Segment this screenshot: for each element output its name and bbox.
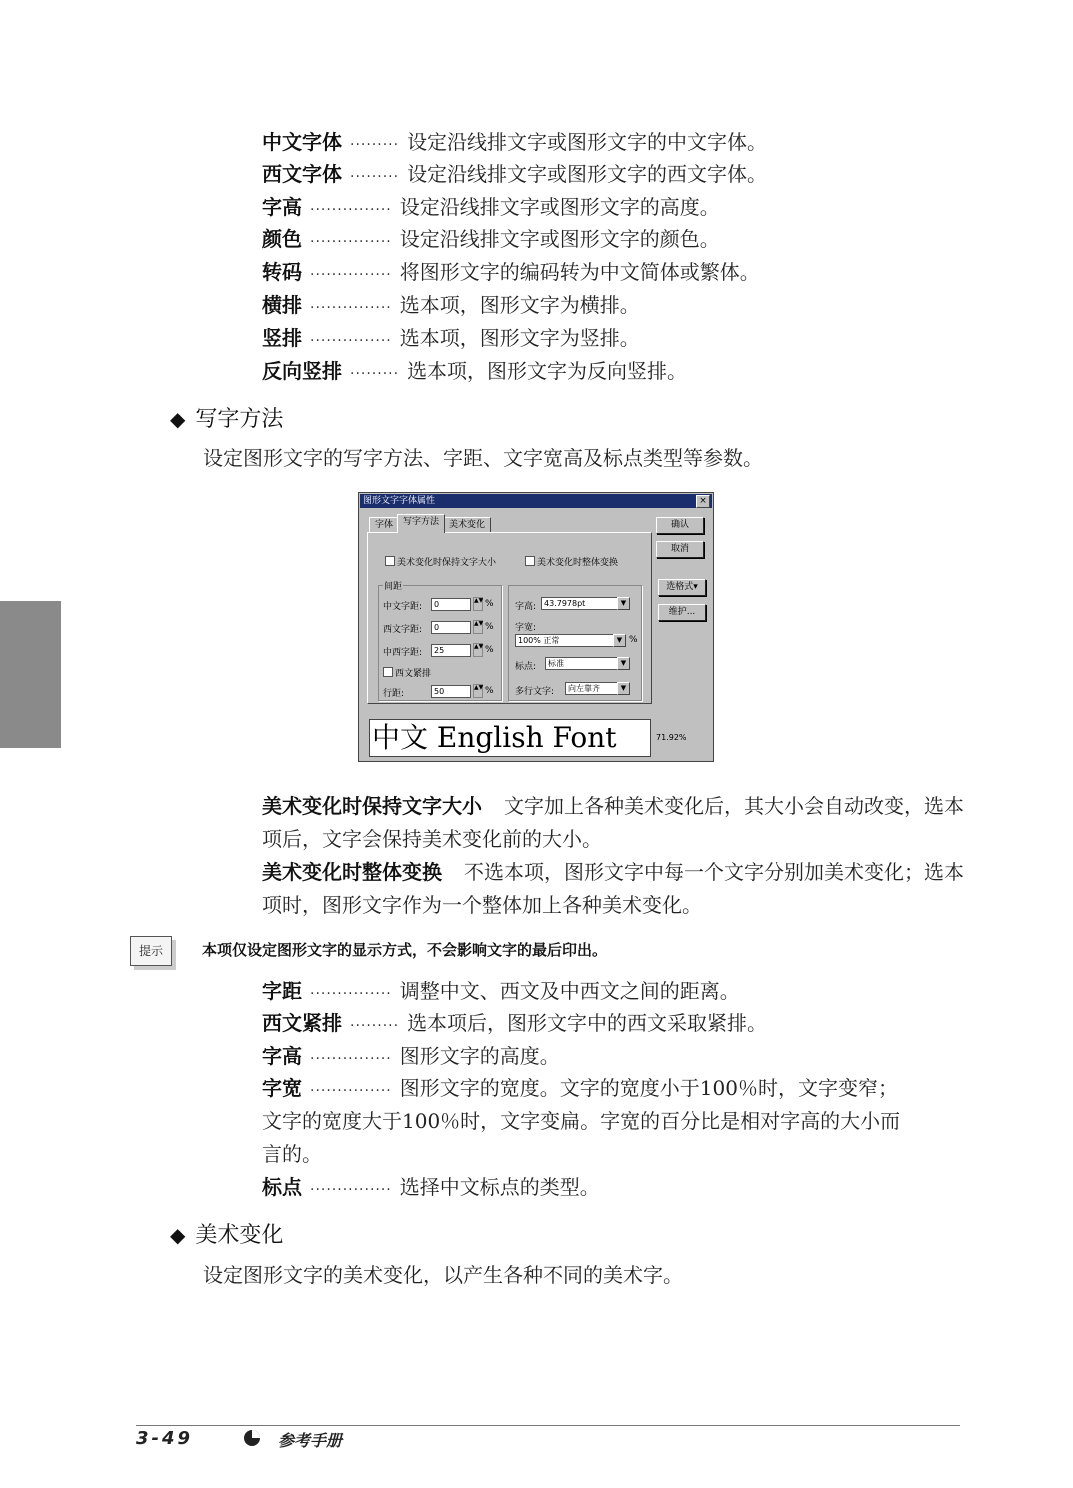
tab-panel bbox=[367, 532, 652, 704]
diamond-bullet-icon: ◆ bbox=[170, 1223, 186, 1247]
def-term: 字高 bbox=[262, 1044, 302, 1068]
percent-label: % bbox=[485, 645, 494, 655]
dialog-title-bar bbox=[360, 494, 712, 508]
style-button[interactable] bbox=[658, 579, 706, 596]
percent-label: % bbox=[629, 635, 638, 645]
leader-dots: ··············· bbox=[310, 300, 392, 316]
def-desc: 图形文字的宽度。文字的宽度小于100％时，文字变窄； bbox=[399, 1076, 898, 1100]
leader-dots: ··············· bbox=[310, 1051, 392, 1067]
definition-row bbox=[262, 256, 760, 288]
maintain-button[interactable]: 维护... bbox=[658, 604, 706, 621]
def-desc: 调整中文、西文及中西文之间的距离。 bbox=[399, 979, 740, 1003]
spacing-group-label: 间距 bbox=[383, 579, 403, 592]
cn-spacing-input[interactable]: 0 bbox=[431, 598, 471, 611]
line-spacing-input[interactable]: 50 bbox=[431, 685, 471, 698]
ok-button[interactable]: 确认 bbox=[656, 517, 704, 534]
keep-size-label: 美术变化时保持文字大小 bbox=[397, 558, 497, 568]
leader-dots: ··············· bbox=[310, 333, 392, 349]
definition-row bbox=[262, 1040, 560, 1072]
def-desc: 选本项，图形文字为竖排。 bbox=[399, 326, 640, 350]
mix-spacing-input[interactable]: 25 bbox=[431, 644, 471, 657]
cn-spacing-label: 中文字距: bbox=[383, 602, 423, 612]
def-term: 美术变化时保持文字大小 bbox=[262, 794, 482, 818]
width-label: 字宽: bbox=[515, 623, 537, 633]
def-desc: 图形文字的高度。 bbox=[399, 1044, 560, 1068]
chevron-down-icon: ▾ bbox=[693, 582, 698, 592]
half-circle-icon bbox=[244, 1430, 260, 1446]
punct-dropdown-icon[interactable]: ▼ bbox=[617, 657, 630, 670]
close-icon[interactable]: × bbox=[696, 495, 710, 508]
cancel-button[interactable]: 取消 bbox=[656, 541, 704, 558]
leader-dots: ··············· bbox=[310, 234, 392, 250]
tip-book-icon: 提示 bbox=[130, 936, 172, 966]
multiline-select[interactable]: 向左靠齐 bbox=[565, 682, 619, 695]
definition-row bbox=[262, 191, 720, 223]
whole-transform-checkbox[interactable] bbox=[525, 556, 535, 566]
section-heading bbox=[170, 1218, 283, 1249]
def-desc: 选本项，图形文字为反向竖排。 bbox=[407, 359, 688, 383]
section-title: 写字方法 bbox=[195, 407, 284, 432]
en-spacing-input[interactable]: 0 bbox=[431, 621, 471, 634]
multiline-label: 多行文字: bbox=[515, 687, 555, 697]
width-dropdown-icon[interactable]: ▼ bbox=[613, 634, 626, 647]
def-term: 西文紧排 bbox=[262, 1011, 342, 1035]
western-tight-label: 西文紧排 bbox=[395, 669, 432, 679]
spacing-group bbox=[378, 582, 502, 701]
western-tight-checkbox[interactable] bbox=[383, 667, 393, 677]
def-term: 颜色 bbox=[262, 227, 302, 251]
def-term: 字高 bbox=[262, 195, 302, 219]
height-dropdown-icon[interactable]: ▼ bbox=[617, 597, 630, 610]
height-label: 字高: bbox=[515, 602, 537, 612]
tab-font[interactable]: 字体 bbox=[369, 517, 399, 532]
keep-size-checkbox[interactable] bbox=[385, 556, 395, 566]
def-term: 字宽 bbox=[262, 1076, 302, 1100]
percent-label: % bbox=[485, 686, 494, 696]
chapter-side-tab bbox=[0, 601, 61, 748]
page-number: 3-49 bbox=[136, 1428, 194, 1449]
line-spacing-label: 行距: bbox=[383, 689, 405, 699]
definition-row bbox=[262, 322, 640, 354]
def-term: 美术变化时整体变换 bbox=[262, 860, 442, 884]
leader-dots: ··············· bbox=[310, 202, 392, 218]
width-select[interactable]: 100% 正常 bbox=[515, 634, 615, 647]
definition-row bbox=[262, 158, 767, 190]
whole-transform-label: 美术变化时整体变换 bbox=[537, 558, 619, 568]
leader-dots: ········· bbox=[350, 366, 400, 382]
def-desc: 选本项，图形文字为横排。 bbox=[399, 293, 640, 317]
leader-dots: ········· bbox=[350, 137, 400, 153]
font-preview: 中文 English Font bbox=[369, 719, 651, 757]
art-def-block bbox=[262, 856, 967, 922]
def-desc: 选本项后，图形文字中的西文采取紧排。 bbox=[407, 1011, 768, 1035]
def-term: 反向竖排 bbox=[262, 359, 342, 383]
leader-dots: ··············· bbox=[310, 1083, 392, 1099]
def-desc: 选择中文标点的类型。 bbox=[399, 1175, 600, 1199]
definition-row bbox=[262, 1072, 898, 1104]
leader-dots: ········· bbox=[350, 1018, 400, 1034]
diamond-bullet-icon: ◆ bbox=[170, 407, 186, 431]
def-desc: 设定沿线排文字或图形文字的高度。 bbox=[399, 195, 720, 219]
dialog-title: 图形文字字体属性 bbox=[363, 496, 436, 506]
definition-row bbox=[262, 223, 720, 255]
definition-row bbox=[262, 1007, 767, 1039]
line-spacing-spinner[interactable]: ▲▼ bbox=[473, 684, 483, 698]
tab-art-change[interactable]: 美术变化 bbox=[443, 517, 491, 532]
def-desc: 不选本项，图形文字中每一个文字分别加美术变化；选本项时，图形文字作为一个整体加上各种美术变化。 bbox=[262, 860, 964, 917]
size-group bbox=[508, 585, 642, 701]
leader-dots: ··············· bbox=[310, 1182, 392, 1198]
mix-spacing-label: 中西字距: bbox=[383, 648, 423, 658]
section-title: 美术变化 bbox=[195, 1223, 284, 1248]
percent-label: % bbox=[485, 599, 494, 609]
definition-row bbox=[262, 1171, 600, 1203]
punct-select[interactable]: 标准 bbox=[545, 657, 619, 670]
font-properties-dialog bbox=[358, 492, 714, 762]
def-term: 西文字体 bbox=[262, 162, 342, 186]
footer-rule bbox=[136, 1425, 960, 1426]
definition-row bbox=[262, 289, 640, 321]
definition-row bbox=[262, 975, 740, 1007]
def-term: 横排 bbox=[262, 293, 302, 317]
def-desc: 设定沿线排文字或图形文字的西文字体。 bbox=[407, 162, 768, 186]
definition-row bbox=[262, 126, 767, 158]
def-desc: 设定沿线排文字或图形文字的颜色。 bbox=[399, 227, 720, 251]
section-intro: 设定图形文字的美术变化，以产生各种不同的美术字。 bbox=[203, 1263, 683, 1287]
footer-title: 参考手册 bbox=[278, 1431, 343, 1450]
section-intro: 设定图形文字的写字方法、字距、文字宽高及标点类型等参数。 bbox=[203, 446, 763, 470]
def-term: 转码 bbox=[262, 260, 302, 284]
def-term: 竖排 bbox=[262, 326, 302, 350]
def-continuation: 文字的宽度大于100％时，文字变扁。字宽的百分比是相对字高的大小而 bbox=[262, 1109, 901, 1133]
tab-writing-method[interactable]: 写字方法 bbox=[397, 514, 445, 533]
definition-row bbox=[262, 355, 687, 387]
section-heading bbox=[170, 402, 283, 433]
en-spacing-spinner[interactable]: ▲▼ bbox=[473, 620, 483, 634]
def-desc: 设定沿线排文字或图形文字的中文字体。 bbox=[407, 130, 768, 154]
multiline-dropdown-icon[interactable]: ▼ bbox=[617, 682, 630, 695]
cn-spacing-spinner[interactable]: ▲▼ bbox=[473, 597, 483, 611]
def-desc: 文字加上各种美术变化后，其大小会自动改变，选本项后，文字会保持美术变化前的大小。 bbox=[262, 794, 964, 851]
def-term: 字距 bbox=[262, 979, 302, 1003]
percent-label: % bbox=[485, 622, 494, 632]
art-def-block bbox=[262, 790, 967, 856]
style-button-label: 选格式 bbox=[666, 582, 694, 592]
leader-dots: ··············· bbox=[310, 267, 392, 283]
def-continuation: 言的。 bbox=[262, 1142, 322, 1166]
tip-text: 本项仅设定图形文字的显示方式，不会影响文字的最后印出。 bbox=[202, 941, 608, 959]
mix-spacing-spinner[interactable]: ▲▼ bbox=[473, 643, 483, 657]
def-desc: 将图形文字的编码转为中文简体或繁体。 bbox=[399, 260, 760, 284]
zoom-level: 71.92% bbox=[656, 733, 687, 742]
punct-label: 标点: bbox=[515, 662, 537, 672]
def-term: 标点 bbox=[262, 1175, 302, 1199]
en-spacing-label: 西文字距: bbox=[383, 625, 423, 635]
leader-dots: ··············· bbox=[310, 986, 392, 1002]
height-select[interactable]: 43.7978pt bbox=[541, 597, 619, 610]
def-term: 中文字体 bbox=[262, 130, 342, 154]
leader-dots: ········· bbox=[350, 169, 400, 185]
